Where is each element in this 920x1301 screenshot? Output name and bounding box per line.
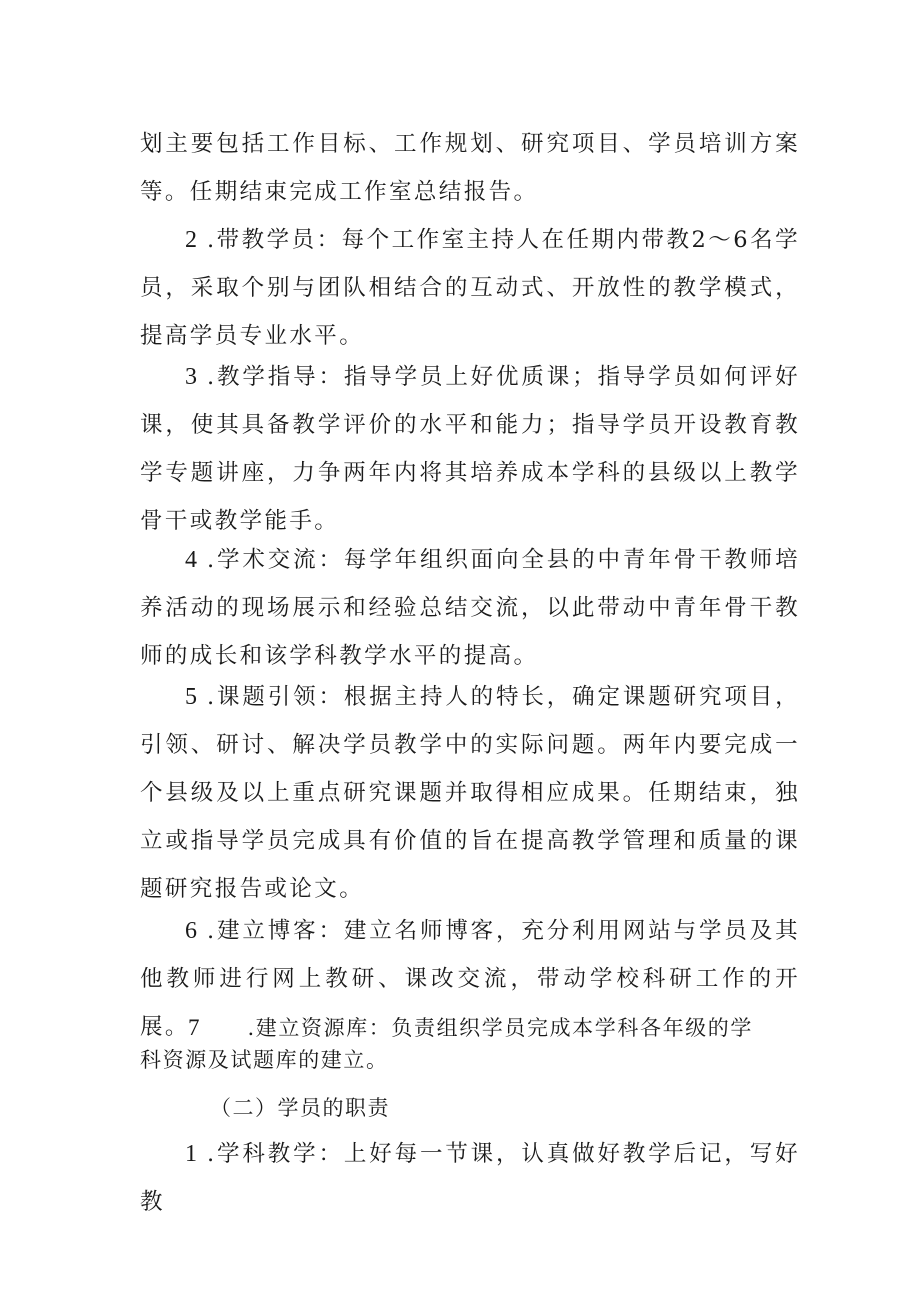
item-number: 1 (185, 1141, 197, 1167)
paragraph-text: .建立资源库：负责组织学员完成本学科各年级的学 (247, 1016, 753, 1040)
paragraph-text: .带教学员：每个工作室主持人在任期内带教2～6名学员，采取个别与团队相结合的互动式、开放性的教学模式，提高学员专业水平。 (140, 227, 800, 349)
paragraph-item-5 (140, 673, 800, 913)
paragraph-text: 划主要包括工作目标、工作规划、研究项目、学员培训方案等。任期结束完成工作室总结报告。 (140, 131, 800, 205)
paragraph-student-item-1 (140, 1130, 800, 1226)
item-number: 2 (185, 227, 197, 253)
section-subheading: （二）学员的职责 (210, 1096, 390, 1120)
item-number: 7 (188, 1015, 200, 1040)
item-number: 3 (185, 364, 197, 390)
paragraph-item-3 (140, 353, 800, 545)
paragraph-text: .教学指导：指导学员上好优质课；指导学员如何评好课，使其具备教学评价的水平和能力；指导学员开设教育教学专题讲座，力争两年内将其培养成本学科的县级以上教学骨干或教学能手。 (140, 364, 800, 534)
item-number: 6 (185, 918, 197, 944)
paragraph-text: .学科教学：上好每一节课，认真做好教学后记，写好教 (140, 1141, 800, 1215)
item-number: 4 (185, 547, 197, 573)
paragraph-item-7 (140, 1012, 800, 1076)
paragraph-text: .建立博客：建立名师博客，充分利用网站与学员及其他教师进行网上教研、课改交流，带动学校科研工作的开展。 (140, 918, 800, 1040)
paragraph-text: .学术交流：每学年组织面向全县的中青年骨干教师培养活动的现场展示和经验总结交流，以此带动中青年骨干教师的成长和该学科教学水平的提高。 (140, 547, 800, 669)
item-7-line-2: 科资源及试题库的建立。 (140, 1048, 389, 1072)
paragraph-item-4 (140, 536, 800, 680)
paragraph-text: .课题引领：根据主持人的特长，确定课题研究项目，引领、研讨、解决学员教学中的实际问题。两年内要完成一个县级及以上重点研究课题并取得相应成果。任期结束，独立或指导学员完成具有价值的旨在提高教学管理和质量的课题研究报告或论文。 (140, 684, 800, 902)
paragraph-continuation (140, 120, 800, 216)
item-number: 5 (185, 684, 197, 710)
item-7-line-1 (140, 1012, 800, 1044)
paragraph-item-2 (140, 216, 800, 360)
